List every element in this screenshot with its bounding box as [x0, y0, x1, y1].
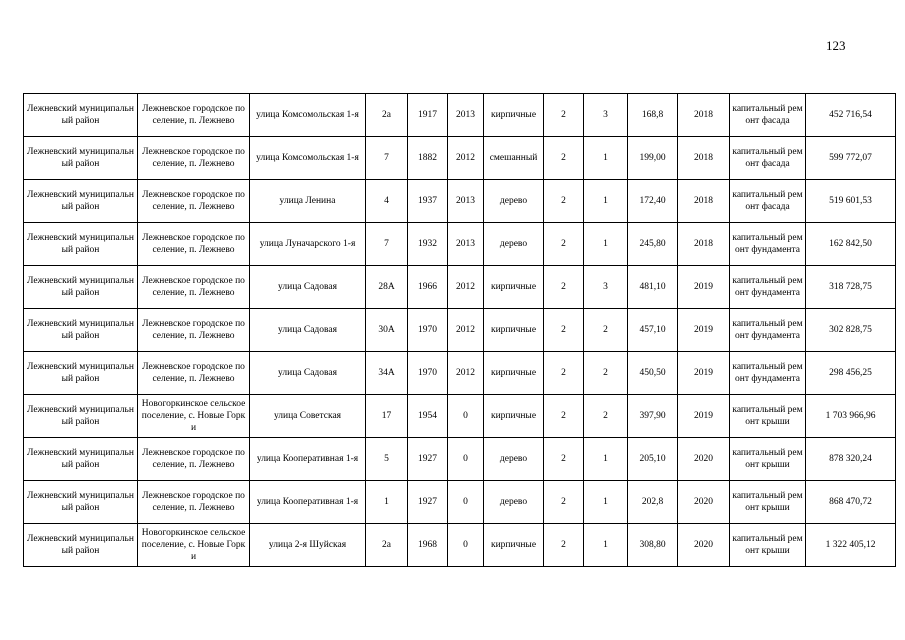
cell-privatization-year: 0 — [448, 438, 484, 481]
table-row — [24, 524, 896, 567]
cell-work-type: капитальный ремонт фундамента — [730, 223, 806, 266]
cell-district: Лежневский муниципальный район — [24, 481, 138, 524]
cell-floors: 2 — [544, 438, 584, 481]
cell-privatization-year: 0 — [448, 524, 484, 567]
cell-area: 205,10 — [628, 438, 678, 481]
cell-street: улица Кооперативная 1-я — [250, 481, 366, 524]
cell-entrances: 2 — [584, 352, 628, 395]
cell-build-year: 1954 — [408, 395, 448, 438]
cell-build-year: 1966 — [408, 266, 448, 309]
table-row — [24, 309, 896, 352]
cell-house-number: 28А — [366, 266, 408, 309]
cell-privatization-year: 2013 — [448, 94, 484, 137]
cell-entrances: 2 — [584, 395, 628, 438]
cell-floors: 2 — [544, 395, 584, 438]
cell-area: 481,10 — [628, 266, 678, 309]
cell-plan-year: 2019 — [678, 395, 730, 438]
cell-street: улица Комсомольская 1-я — [250, 137, 366, 180]
cell-floors: 2 — [544, 180, 584, 223]
cell-settlement: Новогоркинское сельское поселение, с. Новые Горки — [138, 524, 250, 567]
cell-wall-material: кирпичные — [484, 352, 544, 395]
cell-plan-year: 2018 — [678, 137, 730, 180]
cell-settlement: Лежневское городское поселение, п. Лежнево — [138, 481, 250, 524]
cell-district: Лежневский муниципальный район — [24, 309, 138, 352]
cell-house-number: 2а — [366, 524, 408, 567]
cell-settlement: Лежневское городское поселение, п. Лежнево — [138, 180, 250, 223]
cell-house-number: 7 — [366, 137, 408, 180]
cell-privatization-year: 2012 — [448, 352, 484, 395]
cell-district: Лежневский муниципальный район — [24, 94, 138, 137]
cell-area: 308,80 — [628, 524, 678, 567]
cell-cost: 599 772,07 — [806, 137, 896, 180]
table-row — [24, 438, 896, 481]
cell-plan-year: 2018 — [678, 180, 730, 223]
cell-house-number: 34А — [366, 352, 408, 395]
cell-build-year: 1932 — [408, 223, 448, 266]
cell-plan-year: 2018 — [678, 223, 730, 266]
cell-district: Лежневский муниципальный район — [24, 223, 138, 266]
cell-street: улица Комсомольская 1-я — [250, 94, 366, 137]
table-row — [24, 395, 896, 438]
cell-floors: 2 — [544, 524, 584, 567]
cell-settlement: Новогоркинское сельское поселение, с. Новые Горки — [138, 395, 250, 438]
cell-entrances: 1 — [584, 137, 628, 180]
cell-work-type: капитальный ремонт крыши — [730, 395, 806, 438]
cell-plan-year: 2019 — [678, 352, 730, 395]
cell-build-year: 1970 — [408, 352, 448, 395]
cell-cost: 1 322 405,12 — [806, 524, 896, 567]
cell-entrances: 1 — [584, 223, 628, 266]
cell-area: 202,8 — [628, 481, 678, 524]
cell-street: улица Советская — [250, 395, 366, 438]
cell-build-year: 1970 — [408, 309, 448, 352]
cell-plan-year: 2020 — [678, 481, 730, 524]
cell-plan-year: 2020 — [678, 438, 730, 481]
cell-floors: 2 — [544, 481, 584, 524]
cell-wall-material: кирпичные — [484, 266, 544, 309]
cell-house-number: 4 — [366, 180, 408, 223]
cell-entrances: 1 — [584, 180, 628, 223]
cell-privatization-year: 2012 — [448, 309, 484, 352]
cell-house-number: 5 — [366, 438, 408, 481]
cell-area: 457,10 — [628, 309, 678, 352]
cell-build-year: 1917 — [408, 94, 448, 137]
cell-settlement: Лежневское городское поселение, п. Лежнево — [138, 223, 250, 266]
cell-area: 450,50 — [628, 352, 678, 395]
cell-privatization-year: 2013 — [448, 223, 484, 266]
cell-area: 199,00 — [628, 137, 678, 180]
table-row — [24, 352, 896, 395]
cell-floors: 2 — [544, 223, 584, 266]
cell-district: Лежневский муниципальный район — [24, 266, 138, 309]
table-row — [24, 94, 896, 137]
cell-build-year: 1882 — [408, 137, 448, 180]
cell-wall-material: дерево — [484, 438, 544, 481]
cell-floors: 2 — [544, 266, 584, 309]
cell-floors: 2 — [544, 94, 584, 137]
cell-work-type: капитальный ремонт фасада — [730, 94, 806, 137]
cell-settlement: Лежневское городское поселение, п. Лежнево — [138, 309, 250, 352]
cell-entrances: 3 — [584, 94, 628, 137]
cell-house-number: 17 — [366, 395, 408, 438]
cell-work-type: капитальный ремонт фундамента — [730, 352, 806, 395]
cell-build-year: 1927 — [408, 481, 448, 524]
cell-build-year: 1937 — [408, 180, 448, 223]
cell-area: 245,80 — [628, 223, 678, 266]
cell-district: Лежневский муниципальный район — [24, 352, 138, 395]
cell-district: Лежневский муниципальный район — [24, 180, 138, 223]
table-row — [24, 223, 896, 266]
cell-area: 397,90 — [628, 395, 678, 438]
cell-work-type: капитальный ремонт фундамента — [730, 266, 806, 309]
cell-wall-material: дерево — [484, 481, 544, 524]
cell-entrances: 2 — [584, 309, 628, 352]
cell-house-number: 2а — [366, 94, 408, 137]
cell-build-year: 1927 — [408, 438, 448, 481]
table-row — [24, 137, 896, 180]
cell-cost: 298 456,25 — [806, 352, 896, 395]
cell-work-type: капитальный ремонт крыши — [730, 524, 806, 567]
cell-entrances: 1 — [584, 524, 628, 567]
cell-privatization-year: 2012 — [448, 137, 484, 180]
cell-street: улица Садовая — [250, 352, 366, 395]
cell-build-year: 1968 — [408, 524, 448, 567]
cell-wall-material: дерево — [484, 223, 544, 266]
cell-cost: 868 470,72 — [806, 481, 896, 524]
capital-repair-table — [23, 93, 896, 567]
cell-street: улица Луначарского 1-я — [250, 223, 366, 266]
cell-plan-year: 2019 — [678, 309, 730, 352]
cell-floors: 2 — [544, 137, 584, 180]
cell-house-number: 1 — [366, 481, 408, 524]
cell-cost: 318 728,75 — [806, 266, 896, 309]
cell-street: улица 2-я Шуйская — [250, 524, 366, 567]
cell-work-type: капитальный ремонт фасада — [730, 137, 806, 180]
cell-floors: 2 — [544, 352, 584, 395]
table-row — [24, 266, 896, 309]
cell-district: Лежневский муниципальный район — [24, 438, 138, 481]
cell-area: 168,8 — [628, 94, 678, 137]
cell-work-type: капитальный ремонт крыши — [730, 481, 806, 524]
cell-cost: 1 703 966,96 — [806, 395, 896, 438]
cell-settlement: Лежневское городское поселение, п. Лежнево — [138, 352, 250, 395]
cell-cost: 162 842,50 — [806, 223, 896, 266]
cell-settlement: Лежневское городское поселение, п. Лежнево — [138, 438, 250, 481]
cell-cost: 302 828,75 — [806, 309, 896, 352]
cell-privatization-year: 2012 — [448, 266, 484, 309]
cell-work-type: капитальный ремонт фундамента — [730, 309, 806, 352]
cell-wall-material: кирпичные — [484, 395, 544, 438]
cell-street: улица Садовая — [250, 266, 366, 309]
cell-work-type: капитальный ремонт крыши — [730, 438, 806, 481]
cell-entrances: 3 — [584, 266, 628, 309]
cell-district: Лежневский муниципальный район — [24, 524, 138, 567]
cell-privatization-year: 0 — [448, 481, 484, 524]
cell-wall-material: кирпичные — [484, 94, 544, 137]
cell-plan-year: 2019 — [678, 266, 730, 309]
cell-entrances: 1 — [584, 438, 628, 481]
cell-plan-year: 2018 — [678, 94, 730, 137]
cell-wall-material: дерево — [484, 180, 544, 223]
cell-floors: 2 — [544, 309, 584, 352]
cell-cost: 519 601,53 — [806, 180, 896, 223]
cell-district: Лежневский муниципальный район — [24, 395, 138, 438]
cell-wall-material: кирпичные — [484, 524, 544, 567]
cell-street: улица Садовая — [250, 309, 366, 352]
cell-settlement: Лежневское городское поселение, п. Лежнево — [138, 266, 250, 309]
cell-work-type: капитальный ремонт фасада — [730, 180, 806, 223]
cell-plan-year: 2020 — [678, 524, 730, 567]
cell-cost: 878 320,24 — [806, 438, 896, 481]
cell-privatization-year: 0 — [448, 395, 484, 438]
cell-cost: 452 716,54 — [806, 94, 896, 137]
cell-settlement: Лежневское городское поселение, п. Лежнево — [138, 137, 250, 180]
cell-house-number: 30А — [366, 309, 408, 352]
cell-street: улица Кооперативная 1-я — [250, 438, 366, 481]
table-row — [24, 180, 896, 223]
cell-house-number: 7 — [366, 223, 408, 266]
cell-wall-material: кирпичные — [484, 309, 544, 352]
cell-street: улица Ленина — [250, 180, 366, 223]
page-number: 123 — [826, 38, 846, 53]
cell-district: Лежневский муниципальный район — [24, 137, 138, 180]
cell-entrances: 1 — [584, 481, 628, 524]
cell-settlement: Лежневское городское поселение, п. Лежнево — [138, 94, 250, 137]
table-row — [24, 481, 896, 524]
cell-wall-material: смешанный — [484, 137, 544, 180]
cell-privatization-year: 2013 — [448, 180, 484, 223]
cell-area: 172,40 — [628, 180, 678, 223]
